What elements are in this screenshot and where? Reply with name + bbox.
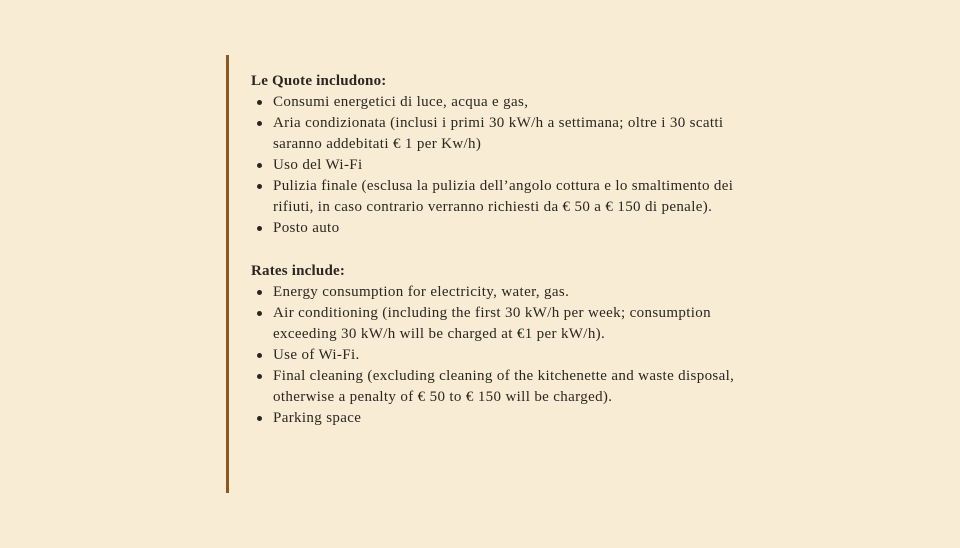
bullet-icon <box>257 290 262 295</box>
list-item <box>251 345 751 366</box>
list-item <box>251 366 751 408</box>
bullet-icon <box>257 100 262 105</box>
bullet-icon <box>257 184 262 189</box>
english-section <box>251 261 751 429</box>
list-item-text: Aria condizionata (inclusi i primi 30 kW/h a settimana; oltre i 30 scatti saranno addebitati € 1 per Kw/h) <box>273 115 724 152</box>
list-item-text: Final cleaning (excluding cleaning of the kitchenette and waste disposal, otherwise a penalty of € 50 to € 150 will be charged). <box>273 368 735 405</box>
list-item <box>251 218 751 239</box>
list-item-text: Parking space <box>273 410 362 426</box>
inclusions-list-en <box>251 282 751 429</box>
bullet-icon <box>257 374 262 379</box>
bullet-icon <box>257 353 262 358</box>
list-item-text: Energy consumption for electricity, water, gas. <box>273 284 570 300</box>
bullet-icon <box>257 121 262 126</box>
list-item <box>251 92 751 113</box>
list-item <box>251 113 751 155</box>
bullet-icon <box>257 311 262 316</box>
list-item-text: Uso del Wi-Fi <box>273 157 363 173</box>
vertical-accent-rule <box>226 55 229 493</box>
bullet-icon <box>257 163 262 168</box>
list-item-text: Use of Wi-Fi. <box>273 347 360 363</box>
list-item-text: Pulizia finale (esclusa la pulizia dell’angolo cottura e lo smaltimento dei rifiuti, in caso contrario verranno richiesti da € 50 a € 150 di penale). <box>273 178 734 215</box>
italian-section <box>251 71 751 239</box>
list-item <box>251 282 751 303</box>
list-item-text: Air conditioning (including the first 30 kW/h per week; consumption exceeding 30 kW/h will be charged at €1 per kW/h). <box>273 305 711 342</box>
list-item <box>251 155 751 176</box>
section-title-it: Le Quote includono: <box>251 73 387 89</box>
list-item <box>251 303 751 345</box>
list-item <box>251 408 751 429</box>
section-title-en: Rates include: <box>251 263 346 279</box>
list-item-text: Consumi energetici di luce, acqua e gas, <box>273 94 529 110</box>
rates-info-block <box>251 71 751 429</box>
bullet-icon <box>257 416 262 421</box>
list-item-text: Posto auto <box>273 220 340 236</box>
list-item <box>251 176 751 218</box>
bullet-icon <box>257 226 262 231</box>
inclusions-list-it <box>251 92 751 239</box>
